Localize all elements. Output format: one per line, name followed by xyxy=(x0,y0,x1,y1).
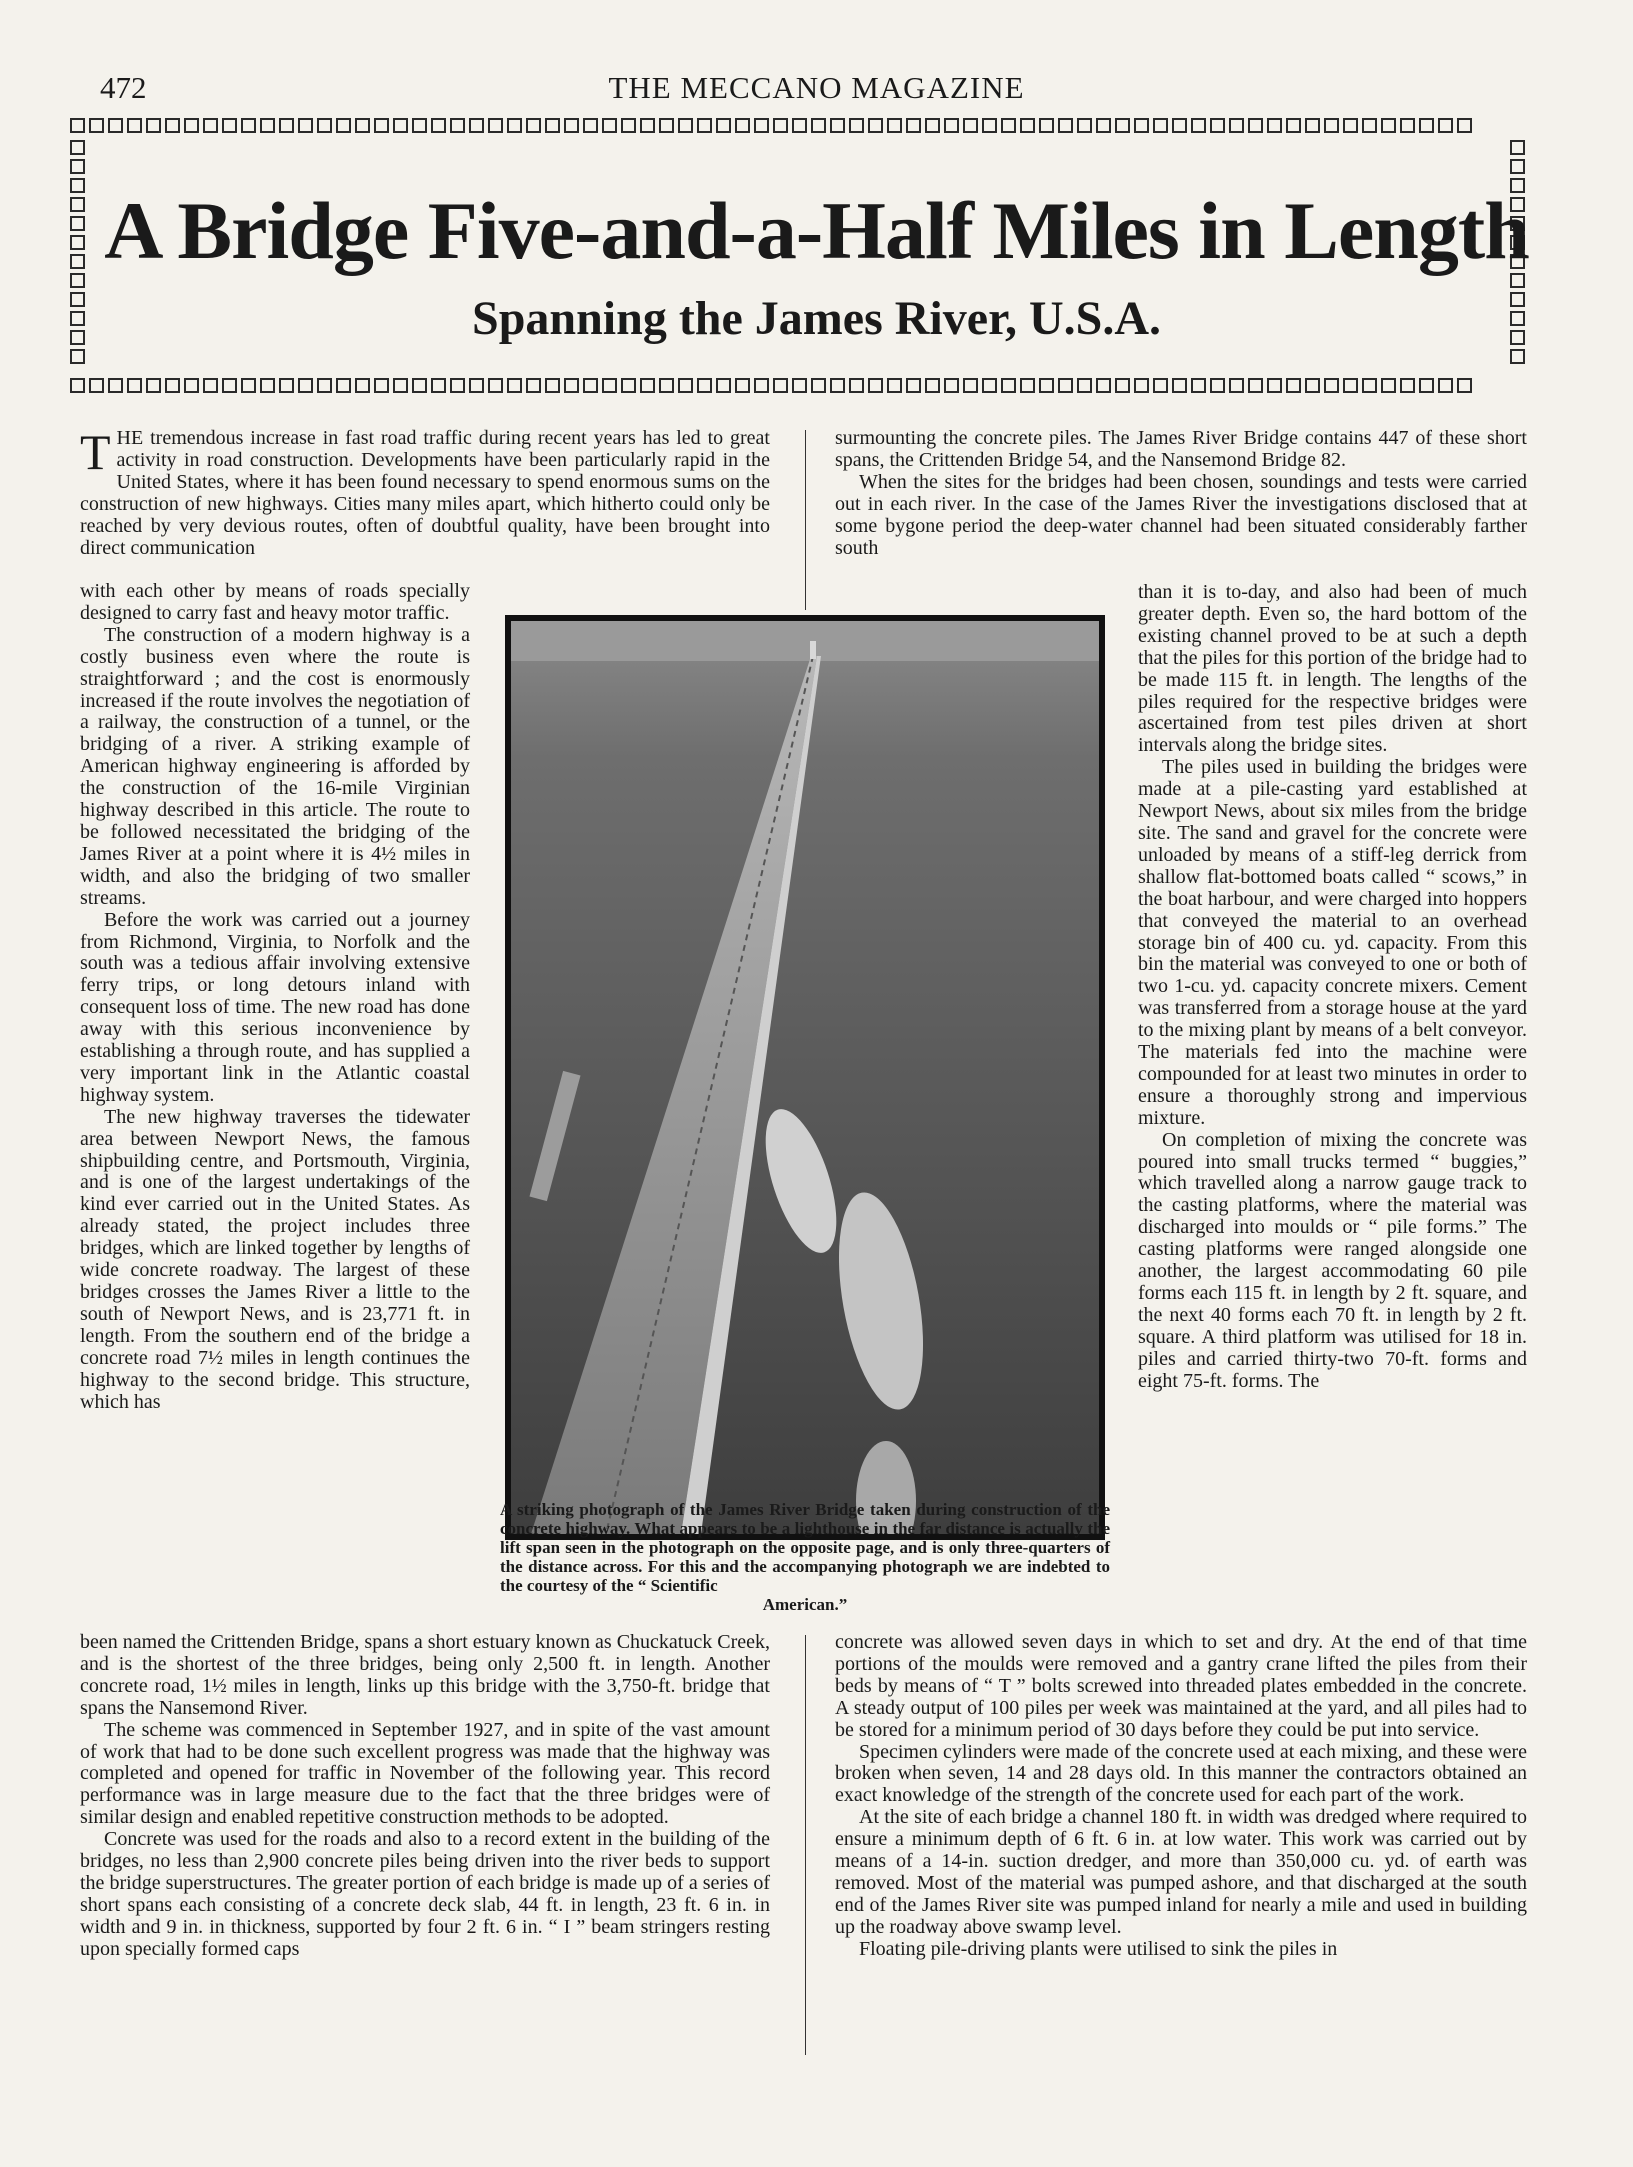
column-2-bottom xyxy=(835,1632,1527,1961)
border-square xyxy=(1343,378,1358,393)
border-square xyxy=(1020,118,1035,133)
border-square xyxy=(887,118,902,133)
border-square xyxy=(1286,378,1301,393)
border-square xyxy=(127,118,142,133)
border-square xyxy=(963,378,978,393)
border-square xyxy=(792,118,807,133)
border-square xyxy=(184,118,199,133)
border-square xyxy=(1191,378,1206,393)
border-square xyxy=(488,118,503,133)
border-square xyxy=(146,118,161,133)
border-square xyxy=(1381,118,1396,133)
border-square xyxy=(1267,118,1282,133)
border-square xyxy=(1115,118,1130,133)
paragraph: Before the work was carried out a journey from Richmond, Virginia, to Norfolk and the south was a tedious affair involving extensive ferry trips, or long detours inland with consequent loss of time. The new road has done away with this serious inconvenience by establishing a through route, and has supplied a very important link in the Atlantic coastal highway system. xyxy=(80,908,470,1106)
paragraph: with each other by means of roads specially designed to carry fast and heavy motor traffic. xyxy=(80,580,470,624)
border-square xyxy=(203,378,218,393)
border-square xyxy=(1438,378,1453,393)
border-square xyxy=(1419,118,1434,133)
border-square xyxy=(773,378,788,393)
drop-cap: T xyxy=(80,424,111,480)
border-square xyxy=(1172,378,1187,393)
border-square xyxy=(640,118,655,133)
photo-caption xyxy=(500,1500,1110,1614)
border-square xyxy=(1001,118,1016,133)
border-square xyxy=(1058,118,1073,133)
border-square xyxy=(1286,118,1301,133)
border-square xyxy=(1172,118,1187,133)
border-square xyxy=(1343,118,1358,133)
border-square xyxy=(469,118,484,133)
border-square xyxy=(545,378,560,393)
border-square xyxy=(507,118,522,133)
column-rule-top xyxy=(805,430,806,610)
running-title: THE MECCANO MAGAZINE xyxy=(608,70,1025,105)
border-square xyxy=(1400,118,1415,133)
border-square xyxy=(1077,378,1092,393)
paragraph: surmounting the concrete piles. The James River Bridge contains 447 of these short spans, the Crittenden Bridge 54, and the Nansemond Bridge 82. xyxy=(835,427,1527,471)
border-square xyxy=(1001,378,1016,393)
border-square xyxy=(678,118,693,133)
paragraph: The construction of a modern highway is a costly business even where the route is straightforward ; and the cost is enormously increased if the route involves the negotiation of a railway, the construction of a tunnel, or the bridging of a river. A striking example of American highway engineering is afforded by the construction of the 16-mile Virginian highway described in this article. The route to be followed necessitated the bridging of the James River at a point where it is 4½ miles in width, and also the bridging of two smaller streams. xyxy=(80,623,470,909)
border-square xyxy=(621,378,636,393)
border-square xyxy=(1510,349,1525,364)
border-square xyxy=(925,378,940,393)
column-2-narrow xyxy=(1138,582,1527,1393)
paragraph: been named the Crittenden Bridge, spans a short estuary known as Chuckatuck Creek, and is the shortest of the three bridges, being only 2,500 ft. in length. Another concrete road, 1½ miles in length, links up this bridge with the 3,750-ft. bridge that spans the Nansemond River. xyxy=(80,1631,770,1719)
border-square xyxy=(1419,378,1434,393)
border-square xyxy=(773,118,788,133)
border-square xyxy=(583,118,598,133)
border-square xyxy=(1134,378,1149,393)
border-square xyxy=(1039,378,1054,393)
border-top-row xyxy=(70,118,1530,140)
border-square xyxy=(697,378,712,393)
border-square xyxy=(849,378,864,393)
column-2-top xyxy=(835,428,1527,559)
photo-caption-end: American.” xyxy=(762,1595,848,1614)
border-square xyxy=(317,118,332,133)
paragraph: The piles used in building the bridges were made at a pile-casting yard established at Newport News, about six miles from the bridge site. The sand and gravel for the concrete were unloaded by means of a stiff-leg derrick from shallow flat-bottomed boats called “ scows,” in the boat harbour, and were charged into hoppers that conveyed the material to an overhead storage bin of 400 cu. yd. capacity. From this bin the material was conveyed to one or both of two 1-cu. yd. capacity concrete mixers. Cement was transferred from a storage house at the yard to the mixing plant by means of a belt conveyor. The materials fed into the machine were compounded for at least two minutes in order to ensure a thoroughly strong and impervious mixture. xyxy=(1138,756,1527,1129)
border-square xyxy=(602,378,617,393)
border-square xyxy=(830,118,845,133)
border-square xyxy=(146,378,161,393)
border-square xyxy=(1191,118,1206,133)
border-square xyxy=(621,118,636,133)
border-square xyxy=(1096,378,1111,393)
border-bottom-row xyxy=(70,378,1530,398)
border-square xyxy=(735,118,750,133)
border-square xyxy=(963,118,978,133)
border-square xyxy=(564,118,579,133)
border-square xyxy=(944,118,959,133)
border-square xyxy=(108,378,123,393)
border-square xyxy=(1020,378,1035,393)
border-square xyxy=(583,378,598,393)
border-square xyxy=(944,378,959,393)
bridge-photograph xyxy=(505,615,1105,1540)
border-square xyxy=(450,378,465,393)
border-square xyxy=(507,378,522,393)
border-square xyxy=(355,378,370,393)
border-square xyxy=(70,273,85,288)
border-square xyxy=(1096,118,1111,133)
border-square xyxy=(1210,118,1225,133)
border-square xyxy=(1400,378,1415,393)
border-square xyxy=(697,118,712,133)
border-square xyxy=(526,378,541,393)
border-square xyxy=(1153,118,1168,133)
border-square xyxy=(488,378,503,393)
photo-caption-text: A striking photograph of the James River Bridge taken during construction of the concrete highway. What appears to be a lighthouse in the far distance is actually the lift span seen in the photograph on the opposite page, and is only three-quarters of the distance across. For this and the accompanying photograph we are indebted to the courtesy of the “ Scientific xyxy=(500,1500,1110,1595)
border-square xyxy=(1381,378,1396,393)
border-square xyxy=(792,378,807,393)
border-square xyxy=(811,378,826,393)
border-square xyxy=(830,378,845,393)
border-square xyxy=(70,159,85,174)
border-square xyxy=(70,349,85,364)
border-square xyxy=(393,378,408,393)
border-square xyxy=(393,118,408,133)
border-square xyxy=(412,378,427,393)
border-square xyxy=(716,378,731,393)
paragraph: When the sites for the bridges had been chosen, soundings and tests were carried out in each river. In the case of the James River the investigations disclosed that at some bygone period the deep-water channel had been situated considerably farther south xyxy=(835,470,1527,559)
border-square xyxy=(1153,378,1168,393)
border-square xyxy=(754,118,769,133)
column-1-narrow xyxy=(80,581,470,1413)
border-square xyxy=(564,378,579,393)
border-square xyxy=(317,378,332,393)
border-square xyxy=(1457,378,1472,393)
paragraph: Floating pile-driving plants were utilised to sink the piles in xyxy=(859,1937,1338,1960)
border-square xyxy=(1039,118,1054,133)
border-square xyxy=(431,118,446,133)
border-square xyxy=(602,118,617,133)
border-square xyxy=(203,118,218,133)
border-square xyxy=(469,378,484,393)
border-square xyxy=(1324,378,1339,393)
article-subtitle: Spanning the James River, U.S.A. xyxy=(472,292,1161,345)
paragraph: The scheme was commenced in September 1927, and in spite of the vast amount of work that had to be done such excellent progress was made that the highway was completed and opened for traffic in November of the following year. This record performance was in large measure due to the fact that the three bridges were of similar design and enabled repetitive construction methods to be adopted. xyxy=(80,1718,770,1829)
paragraph: The new highway traverses the tidewater area between Newport News, the famous shipbuilding centre, and Portsmouth, Virginia, and is one of the largest undertakings of the kind ever carried out in the United States. As already stated, the project includes three bridges, which are linked together by lengths of wide concrete roadway. The largest of these bridges crosses the James River a little to the south of Newport News, and is 23,771 ft. in length. From the southern end of the bridge a concrete road 7½ miles in length continues the highway to the second bridge. This structure, which has xyxy=(80,1105,470,1413)
border-square xyxy=(925,118,940,133)
border-square xyxy=(1058,378,1073,393)
border-square xyxy=(298,118,313,133)
border-square xyxy=(70,140,85,155)
border-square xyxy=(279,378,294,393)
lift-span-tower xyxy=(810,641,816,659)
border-square xyxy=(982,118,997,133)
border-square xyxy=(1305,378,1320,393)
article-title: A Bridge Five-and-a-Half Miles in Length xyxy=(104,185,1529,276)
border-square xyxy=(89,118,104,133)
border-square xyxy=(412,118,427,133)
border-square xyxy=(431,378,446,393)
border-square xyxy=(165,378,180,393)
border-square xyxy=(1362,378,1377,393)
border-square xyxy=(355,118,370,133)
border-square xyxy=(906,118,921,133)
paragraph: than it is to-day, and also had been of much greater depth. Even so, the hard bottom of the existing channel proved to be at such a depth that the piles for this portion of the bridge had to be made 115 ft. in length. The lengths of the piles required for the respective bridges were ascertained from test piles driven at short intervals along the bridge sites. xyxy=(1138,581,1527,757)
paragraph: concrete was allowed seven days in which to set and dry. At the end of that time portions of the moulds were removed and a gantry crane lifted the piles from their beds by means of “ T ” bolts screwed into threaded plates embedded in the concrete. A steady output of 100 piles per week was maintained at the yard, and all piles had to be stored for a minimum period of 30 days before they could be put into service. xyxy=(835,1631,1527,1741)
border-square xyxy=(1362,118,1377,133)
border-square xyxy=(260,118,275,133)
border-square xyxy=(982,378,997,393)
border-square xyxy=(659,378,674,393)
border-square xyxy=(1077,118,1092,133)
border-square xyxy=(1267,378,1282,393)
border-square xyxy=(279,118,294,133)
border-square xyxy=(336,378,351,393)
border-square xyxy=(241,378,256,393)
border-square xyxy=(184,378,199,393)
column-1-top xyxy=(80,424,770,559)
border-square xyxy=(1134,118,1149,133)
border-square xyxy=(868,378,883,393)
column-rule-bottom xyxy=(805,1635,806,2055)
border-square xyxy=(222,378,237,393)
border-square xyxy=(374,118,389,133)
border-square xyxy=(165,118,180,133)
border-square xyxy=(1229,118,1244,133)
border-square xyxy=(298,378,313,393)
border-square xyxy=(887,378,902,393)
border-square xyxy=(526,118,541,133)
border-square xyxy=(260,378,275,393)
border-square xyxy=(1305,118,1320,133)
border-square xyxy=(222,118,237,133)
border-square xyxy=(374,378,389,393)
border-square xyxy=(754,378,769,393)
border-square xyxy=(640,378,655,393)
paragraph: Specimen cylinders were made of the concrete used at each mixing, and these were broken when seven, 14 and 28 days old. In this manner the contractors obtained an exact knowledge of the strength of the concrete used for each part of the work. xyxy=(835,1740,1527,1807)
border-square xyxy=(127,378,142,393)
border-square xyxy=(336,118,351,133)
border-square xyxy=(659,118,674,133)
border-square xyxy=(1510,159,1525,174)
border-square xyxy=(1229,378,1244,393)
border-square xyxy=(1248,118,1263,133)
border-square xyxy=(70,118,85,133)
bridge-photograph-illustration xyxy=(511,621,1099,1534)
paragraph: Concrete was used for the roads and also to a record extent in the building of the bridges, no less than 2,900 concrete piles being driven into the river beds to support the bridge superstructures. The greater portion of each bridge is made up of a series of short spans each consisting of a concrete deck slab, 44 ft. in length, 23 ft. 6 in. in width and 9 in. in thickness, supported by four 2 ft. 6 in. “ I ” beam stringers resting upon specially formed caps xyxy=(80,1828,770,1960)
intro-paragraph: HE tremendous increase in fast road traffic during recent years has led to great activity in road construction. Developments have been particularly rapid in the United States, where it has been found necessary to spend enormous sums on the construction of new highways. Cities many miles apart, which hitherto could only be reached by very devious routes, often of doubtful quality, have been brought into direct communication xyxy=(80,427,770,559)
border-square xyxy=(241,118,256,133)
border-square xyxy=(716,118,731,133)
border-square xyxy=(108,118,123,133)
border-square xyxy=(1457,118,1472,133)
border-square xyxy=(735,378,750,393)
border-square xyxy=(678,378,693,393)
paragraph: On completion of mixing the concrete was poured into small trucks termed “ buggies,” which travelled along a narrow gauge track to the casting platforms, where the material was discharged into moulds or “ pile forms.” The casting platforms were ranged alongside one another, the largest accommodating 60 pile forms each 115 ft. in length by 2 ft. square, and the next 40 forms each 70 ft. in length by 2 ft. square. A third platform was utilised for 18 in. piles and carried thirty-two 70-ft. forms and eight 75-ft. forms. The xyxy=(1138,1128,1527,1392)
column-1-bottom xyxy=(80,1632,770,1961)
border-square xyxy=(545,118,560,133)
paragraph: At the site of each bridge a channel 180 ft. in width was dredged where required to ensure a minimum depth of 6 ft. 6 in. at low water. This work was carried out by means of a 14-in. suction dredger, and more than 350,000 cu. yd. of earth was removed. Most of the material was pumped ashore, and that discharged at the south end of the James River site was pumped inland for nearly a mile and used in building up the roadway above swamp level. xyxy=(835,1806,1527,1938)
border-square xyxy=(868,118,883,133)
border-square xyxy=(1510,140,1525,155)
border-square xyxy=(1210,378,1225,393)
border-square xyxy=(1115,378,1130,393)
border-square xyxy=(849,118,864,133)
border-square xyxy=(450,118,465,133)
border-square xyxy=(1324,118,1339,133)
border-square xyxy=(811,118,826,133)
border-square xyxy=(906,378,921,393)
horizon-sky xyxy=(511,621,1099,661)
page-number: 472 xyxy=(100,70,147,105)
border-square xyxy=(1248,378,1263,393)
border-square xyxy=(1438,118,1453,133)
